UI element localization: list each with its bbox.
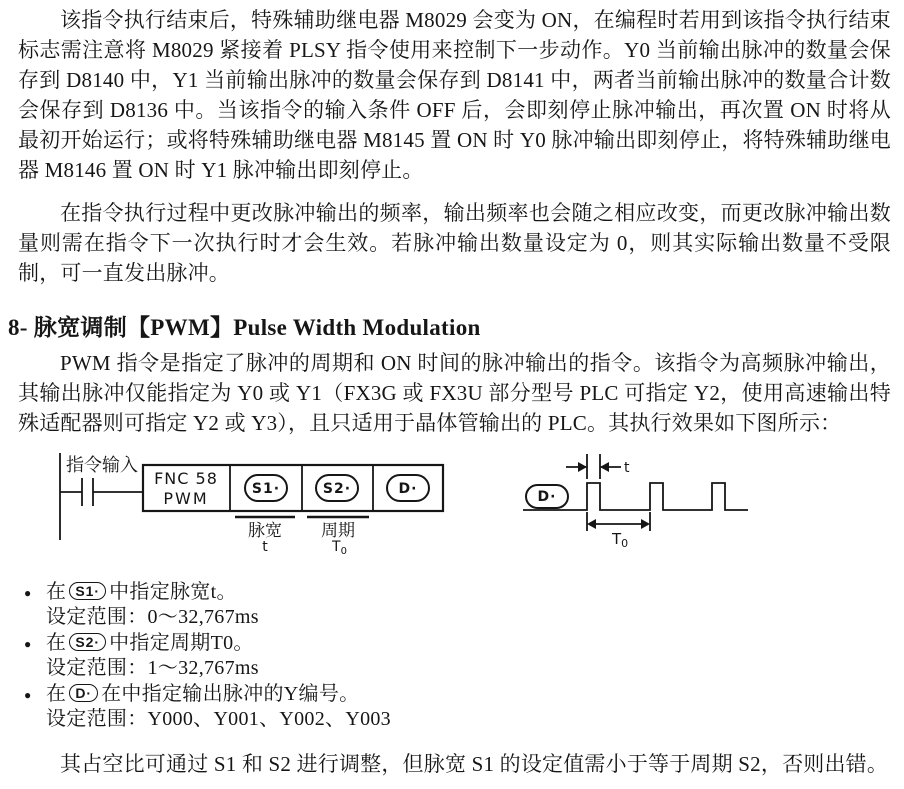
t-arrowhead-left	[578, 462, 587, 472]
pulse-train	[523, 483, 748, 510]
period-symbol: $T_0$	[332, 539, 347, 557]
paragraph-duty-cycle-note: 其占空比可通过 S1 和 S2 进行调整，但脉宽 S1 的设定值需小于等于周期 S2，否则出错。	[60, 752, 889, 776]
pulse-width-caption: 脉宽	[248, 521, 282, 540]
bullet-range: 设定范围：Y000、Y001、Y002、Y003	[46, 708, 391, 730]
fnc-mnemonic-label: PWM	[163, 489, 209, 508]
paragraph-pwm-description: PWM 指令是指定了脉冲的周期和 ON 时间的脉冲输出的指令。该指令为高频脉冲输出，其输出脉冲仅能指定为 Y0 或 Y1（FX3G 或 FX3U 部分型号 PLC 可指定 Y2，使用高速输出特殊适配器则可指定 Y2 或 Y3），且只适用于晶体管输出的 PLC。其执行效果如下图所示：	[18, 351, 891, 435]
operand-s2-badge: S2·	[69, 633, 106, 651]
bullet-pre: 在	[46, 683, 67, 705]
list-item-d	[24, 682, 884, 732]
bullet-range: 设定范围：1～32,767ms	[46, 657, 259, 679]
bullet-icon: ●	[24, 637, 32, 651]
operand-s2-label: S2·	[322, 481, 352, 497]
paragraph-plsy-frequency-change: 在指令执行过程中更改脉冲输出的频率，输出频率也会随之相应改变，而更改脉冲输出数量则需在指令下一次执行时才会生效。若脉冲输出数量设定为 0，则其实际输出数量不受限制，可一直发出脉冲。	[18, 201, 891, 285]
list-item-s1	[24, 580, 884, 630]
operand-s1-badge: S1·	[69, 582, 106, 600]
period-caption: 周期	[321, 521, 355, 540]
t0-arrowhead-left	[587, 519, 596, 529]
bullet-pre: 在	[46, 632, 67, 654]
operand-d-label: D·	[398, 481, 418, 497]
bullet-post: 在中指定输出脉冲的Y编号。	[101, 683, 360, 705]
section-heading-pwm: 8- 脉宽调制【PWM】Pulse Width Modulation	[8, 315, 481, 340]
bullet-pre: 在	[46, 581, 67, 603]
operand-d-badge: D·	[69, 684, 98, 702]
pwm-output-waveform-diagram	[490, 440, 800, 555]
list-item-s2	[24, 631, 884, 681]
bullet-text	[46, 682, 884, 707]
bullet-range: 设定范围：0～32,767ms	[46, 606, 259, 628]
t-arrowhead-right	[600, 462, 609, 472]
operand-spec-list	[24, 580, 884, 733]
bullet-post: 中指定脉宽t。	[109, 581, 237, 603]
t0-arrowhead-right	[641, 519, 650, 529]
bullet-icon: ●	[24, 688, 32, 702]
period-label: $T_0$	[612, 530, 629, 550]
pwm-instruction-ladder-diagram	[40, 448, 500, 588]
bullet-text	[46, 580, 884, 605]
bullet-icon: ●	[24, 586, 32, 600]
bullet-post: 中指定周期T0。	[109, 632, 254, 654]
paragraph-plsy-completion: 该指令执行结束后，特殊辅助继电器 M8029 会变为 ON，在编程时若用到该指令执行结束标志需注意将 M8029 紧接着 PLSY 指令使用来控制下一步动作。Y0 当前输出脉冲的数量会保存到 D8140 中，Y1 当前输出脉冲的数量会保存到 D8141 中，两者当前输出脉冲的数量合计数会保存到 D8136 中。当该指令的输入条件 OFF 后，会即刻停止脉冲输出，再次置 ON 时将从最初开始运行；或将特殊辅助继电器 M8145 置 ON 时 Y0 脉冲输出即刻停止，将特殊辅助继电器 M8146 置 ON 时 Y1 脉冲输出即刻停止。	[18, 8, 891, 182]
operand-d-label: D·	[537, 489, 557, 505]
fnc-number-label: FNC 58	[154, 469, 218, 488]
operand-s1-label: S1·	[251, 481, 281, 497]
instruction-input-label: 指令输入	[66, 455, 138, 475]
pulse-width-label: t	[624, 460, 630, 476]
pulse-width-symbol: t	[262, 539, 268, 555]
bullet-text	[46, 631, 884, 656]
